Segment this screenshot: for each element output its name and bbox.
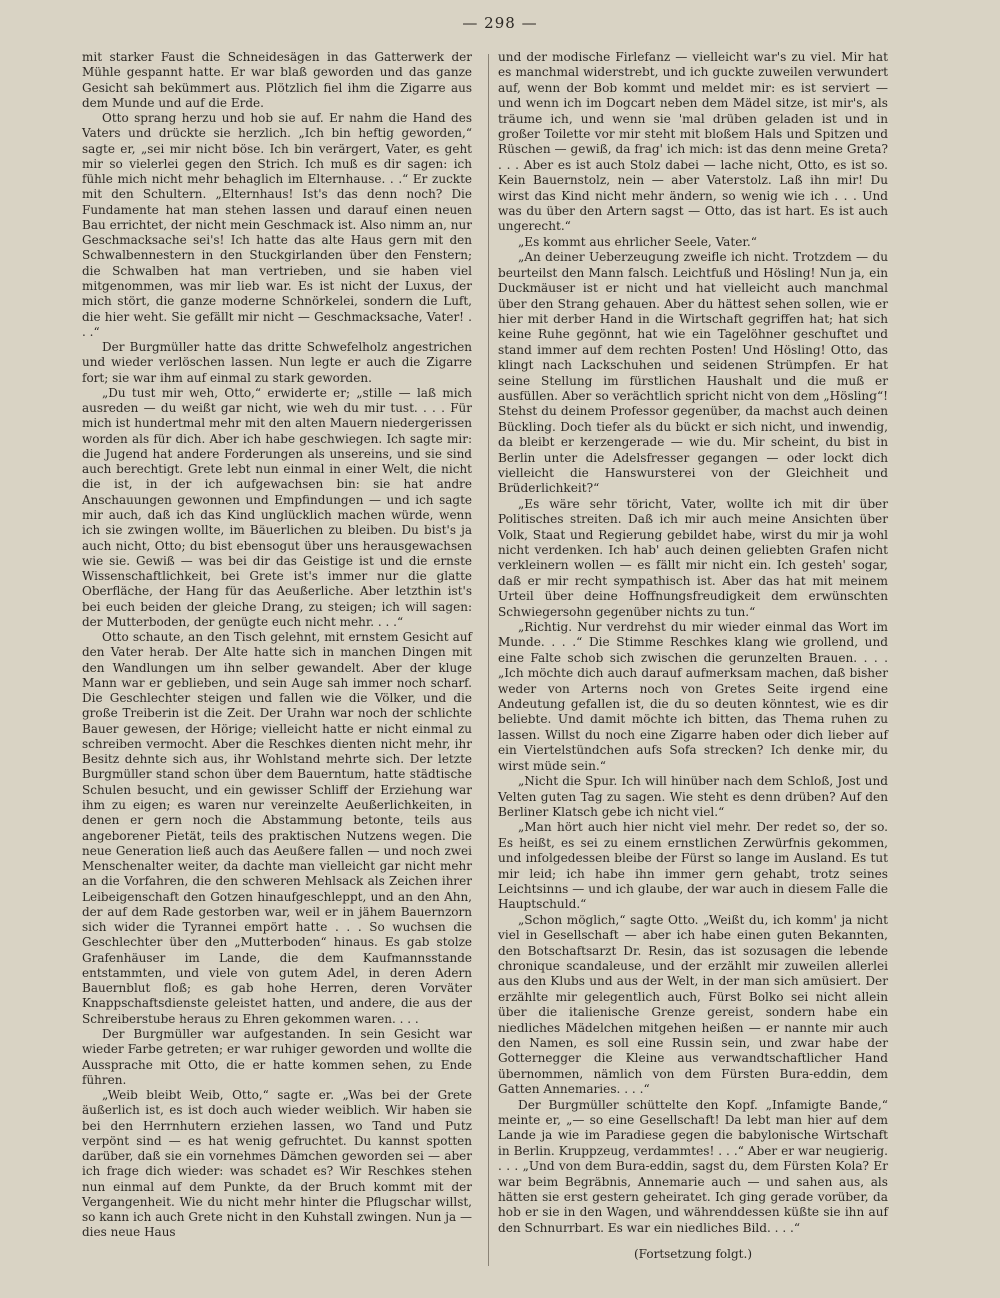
- paragraph: Der Burgmüller schüttelte den Kopf. „Infamigte Bande,“ meinte er, „— so eine Gesellschaft! Da lebt man hier auf dem Lande ja wie im Paradiese gegen die babylonische Wirtschaft in Berlin. Kruppzeug, verdammtes! . . .“ Aber er war neugierig. . . . „Und von dem Bura-eddin, sagst du, dem Fürsten Kola? Er war beim Begräbnis, Annemarie auch — und sahen aus, als hätten sie erst gestern geheiratet. Ich ging gerade vorüber, da hob er sie in den Wagen, und währenddessen küßte sie ihn auf den Schnurrbart. Es war ein niedliches Bild. . . .“: [498, 1097, 888, 1235]
- left-column: [82, 50, 472, 1241]
- column-divider: [488, 54, 489, 1266]
- paragraph: „Es kommt aus ehrlicher Seele, Vater.“: [518, 234, 757, 249]
- paragraph: „Du tust mir weh, Otto,“ erwiderte er; „stille — laß mich ausreden — du weißt gar nicht, wie weh du mir tust. . . . Für mich ist hundertmal mehr mit den alten Mauern niedergerissen worden als für dich. Aber ich habe geschwiegen. Ich sagte mir: die Jugend hat andere Forderungen als unsereins, und sie sind auch berechtigt. Grete lebt nun einmal in einer Welt, die nicht die ist, in der ich aufgewachsen bin: sie hat andre Anschauungen gewonnen und Empfindungen — und ich sagte mir auch, daß ich das Kind unglücklich machen würde, wenn ich sie zwingen wollte, im Bäuerlichen zu bleiben. Du bist's ja auch nicht, Otto; du bist ebensogut über uns herausgewachsen wie sie. Gewiß — was bei dir das Geistige ist und die ernste Wissenschaftlichkeit, bei Grete ist's immer nur die glatte Oberfläche, der Hang für das Aeußerliche. Aber letzthin ist's bei euch beiden der gleiche Drang, zu steigen; ich will sagen: der Mutterboden, der genügte euch nicht mehr. . . .“: [82, 385, 472, 629]
- paragraph: „Nicht die Spur. Ich will hinüber nach dem Schloß, Jost und Velten guten Tag zu sagen. Wie steht es denn drüben? Auf den Berliner Klatsch gebe ich nicht viel.“: [498, 774, 888, 819]
- continuation-note: (Fortsetzung folgt.): [634, 1247, 752, 1261]
- paragraph: Otto sprang herzu und hob sie auf. Er nahm die Hand des Vaters und drückte sie herzlich. „Ich bin heftig geworden,“ sagte er, „sei mir nicht böse. Ich bin verärgert, Vater, es geht mir so vielerlei gegen den Strich. Ich muß es dir sagen: ich fühle mich nicht mehr behaglich im Elternhause. . .“ Er zuckte mit den Schultern. „Elternhaus! Ist's das denn noch? Die Fundamente hat man stehen lassen und darauf einen neuen Bau errichtet, der nicht mein Geschmack ist. Also nimm an, nur Geschmacksache sei's! Ich hatte das alte Haus gern mit den Schwalbennestern in den Stuckgirlanden über den Fenstern; die Schwalben hat man vertrieben, und sie haben viel mitgenommen, was mir lieb war. Es ist nicht der Luxus, der mich stört, die ganze moderne Schnörkelei, sondern die Luft, die hier weht. Sie gefällt mir nicht — Geschmacksache, Vater! . . .“: [82, 111, 472, 339]
- paragraph: Der Burgmüller hatte das dritte Schwefelholz angestrichen und wieder verlöschen lassen. Nun legte er auch die Zigarre fort; sie war ihm auf einmal zu stark geworden.: [82, 340, 472, 385]
- paragraph: und der modische Firlefanz — vielleicht war's zu viel. Mir hat es manchmal widerstrebt, und ich guckte zuweilen verwundert auf, wenn der Bob kommt und meldet mir: es ist serviert — und wenn ich im Dogcart neben dem Mädel sitze, ist mir's, als träume ich, und wenn sie 'mal drüben geladen ist und in großer Toilette vor mir steht mit bloßem Hals und Spitzen und Rüschen — gewiß, da frag' ich mich: ist das denn meine Greta? . . . Aber es ist auch Stolz dabei — lache nicht, Otto, es ist so. Kein Bauernstolz, nein — aber Vaterstolz. Laß ihn mir! Du wirst das Kind nicht mehr ändern, so wenig wie ich . . . Und was du über den Artern sagst — Otto, das ist hart. Es ist auch ungerecht.“: [498, 50, 888, 234]
- paragraph: „Weib bleibt Weib, Otto,“ sagte er. „Was bei der Grete äußerlich ist, es ist doch auch wieder weiblich. Wir haben sie bei den Herrnhutern erziehen lassen, wo Tand und Putz verpönt sind — es hat wenig gefruchtet. Du kannst spotten darüber, daß sie ein vornehmes Dämchen geworden sei — aber ich frage dich wieder: was schadet es? Wir Reschkes stehen nun einmal auf dem Punkte, da der Bruch kommt mit der Vergangenheit. Wie du nicht mehr hinter die Pflugschar willst, so kann ich auch Grete nicht in den Kuhstall zwingen. Nun ja — dies neue Haus: [82, 1088, 472, 1240]
- page-number: — 298 —: [462, 14, 538, 32]
- paragraph: „Es wäre sehr töricht, Vater, wollte ich mit dir über Politisches streiten. Daß ich mir auch meine Ansichten über Volk, Staat und Regierung gebildet habe, wirst du mir ja wohl nicht verdenken. Ich hab' auch deinen geliebten Grafen nicht verkleinern wollen — es fällt mir nicht ein. Ich gesteh' sogar, daß er mir recht sympathisch ist. Aber das hat mit meinem Urteil über deine Hoffnungsfreudigkeit dem erwünschten Schwiegersohn gegenüber nichts zu tun.“: [498, 496, 888, 619]
- paragraph: Otto schaute, an den Tisch gelehnt, mit ernstem Gesicht auf den Vater herab. Der Alte hatte sich in manchen Dingen mit den Wandlungen um ihn selber gewandelt. Aber der kluge Mann war er geblieben, und sein Auge sah immer noch scharf. Die Geschlechter steigen und fallen wie die Völker, und die große Treiberin ist die Zeit. Der Urahn war noch der schlichte Bauer gewesen, der Hörige; vielleicht hatte er nicht einmal zu schreiben vermocht. Aber die Reschkes dienten nicht mehr, ihr Besitz dehnte sich aus, ihr Wohlstand mehrte sich. Der letzte Burgmüller stand schon über dem Bauerntum, hatte städtische Schulen besucht, und ein gewisser Schliff der Erziehung war ihm zu eigen; es waren nur vereinzelte Aeußerlichkeiten, in denen er gern noch die Abstammung betonte, teils aus angeborener Pietät, teils des praktischen Nutzens wegen. Die neue Generation ließ auch das Aeußere fallen — und noch zwei Menschenalter weiter, da dachte man vielleicht gar nicht mehr an die Vorfahren, die den schweren Mehlsack als Zeichen ihrer Leibeigenschaft den Gotzen hinaufgeschleppt, und an den Ahn, der auf dem Rade gestorben war, weil er in jähem Bauernzorn sich wider die Tyrannei empört hatte . . . So wuchsen die Geschlechter über den „Mutterboden“ hinaus. Es gab stolze Grafenhäuser im Lande, die dem Kaufmannsstande entstammten, und viele von gutem Adel, in deren Adern Bauernblut floß; es gab hohe Herren, deren Vorväter Knappschaftsdienste geleistet hatten, und andere, die aus der Schreiberstube heraus zu Ehren gekommen waren. . . .: [82, 630, 472, 1026]
- paragraph: „An deiner Ueberzeugung zweifle ich nicht. Trotzdem — du beurteilst den Mann falsch. Leichtfuß und Hösling! Nun ja, ein Duckmäuser ist er nicht und hat vielleicht auch manchmal über den Strang gehauen. Aber du hättest sehen sollen, wie er hier mit derber Hand in die Wirtschaft gegriffen hat; hat sich keine Ruhe gegönnt, hat wie ein Tagelöhner geschuftet und stand immer auf dem rechten Posten! Und Hösling! Otto, das klingt nach Lackschuhen und seidenen Strümpfen. Er hat seine Stellung im fürstlichen Haushalt und die muß er ausfüllen. Aber so verächtlich spricht nicht von dem „Hösling“! Stehst du deinem Professor gegenüber, da machst auch deinen Bückling. Doch tiefer als du bückt er sich nicht, und inwendig, da bleibt er kerzengerade — wie du. Mir scheint, du bist in Berlin unter die Adelsfresser gegangen — oder lockt dich vielleicht die Hanswursterei von der Gleichheit und Brüderlichkeit?“: [498, 250, 888, 496]
- paragraph: „Man hört auch hier nicht viel mehr. Der redet so, der so. Es heißt, es sei zu einem ernstlichen Zerwürfnis gekommen, und infolgedessen bleibe der Fürst so lange im Ausland. Es tut mir leid; ich habe ihn immer gern gehabt, trotz seines Leichtsinns — und ich glaube, der war auch in diesem Falle die Hauptschuld.“: [498, 820, 888, 912]
- paragraph: mit starker Faust die Schneidesägen in das Gatterwerk der Mühle gespannt hatte. Er war blaß geworden und das ganze Gesicht sah bekümmert aus. Plötzlich fiel ihm die Zigarre aus dem Munde und auf die Erde.: [82, 50, 472, 110]
- right-column: [498, 50, 888, 1236]
- paragraph: „Richtig. Nur verdrehst du mir wieder einmal das Wort im Munde. . . .“ Die Stimme Reschkes klang wie grollend, und eine Falte schob sich zwischen die gerunzelten Brauen. . . . „Ich möchte dich auch darauf aufmerksam machen, daß bisher weder von Arterns noch von Gretes Seite irgend eine Andeutung gefallen ist, die du so deuten könntest, wie es dir beliebte. Und damit möchte ich bitten, das Thema ruhen zu lassen. Willst du noch eine Zigarre haben oder dich lieber auf ein Viertelstündchen aufs Sofa strecken? Ich denke mir, du wirst müde sein.“: [498, 620, 888, 773]
- paragraph: Der Burgmüller war aufgestanden. In sein Gesicht war wieder Farbe getreten; er war ruhiger geworden und wollte die Aussprache mit Otto, die er hatte kommen sehen, zu Ende führen.: [82, 1027, 472, 1087]
- paragraph: „Schon möglich,“ sagte Otto. „Weißt du, ich komm' ja nicht viel in Gesellschaft — aber ich habe einen guten Bekannten, den Botschaftsarzt Dr. Resin, das ist sozusagen die lebende chronique scandaleuse, und der erzählt mir zuweilen allerlei aus den Klubs und aus der Welt, in der man sich amüsiert. Der erzählte mir gelegentlich auch, Fürst Bolko sei nicht allein über die italienische Grenze gereist, sondern habe ein niedliches Mädelchen mitgehen heißen — er nannte mir auch den Namen, es soll eine Russin sein, und zwar habe der Gotternegger die Kleine aus verwandtschaftlicher Hand übernommen, nämlich von dem Fürsten Bura-eddin, dem Gatten Annemaries. . . .“: [498, 912, 888, 1097]
